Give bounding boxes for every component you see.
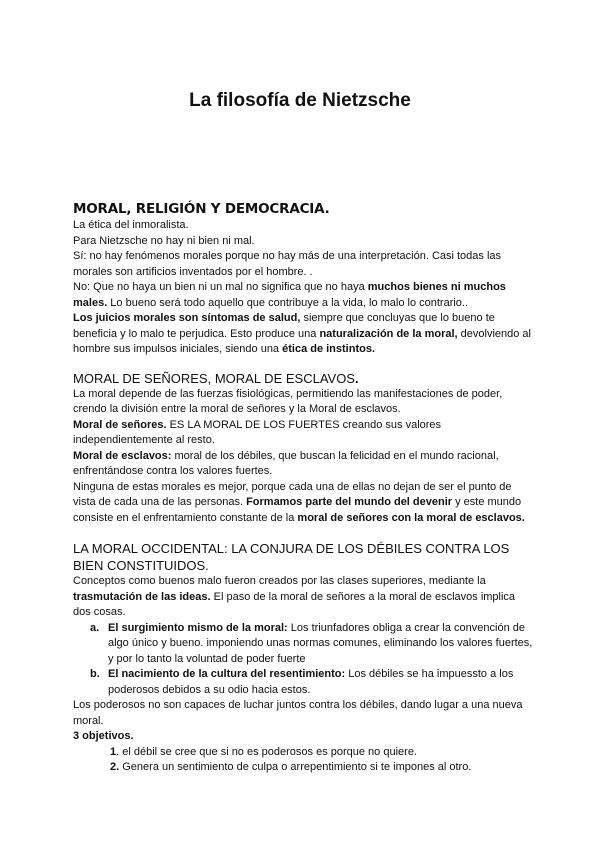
paragraph: [73, 280, 533, 311]
paragraph: [73, 449, 533, 480]
text-span: ES LA MORAL DE LOS FUERTES creando sus valores independientemente al resto.: [73, 418, 442, 446]
paragraph: [73, 574, 533, 621]
spacer: [73, 358, 533, 370]
bold-text: El surgimiento mismo de la moral:: [108, 621, 288, 634]
paragraph: Los poderosos no son capaces de luchar juntos contra los débiles, dando lugar a una nueva moral.: [73, 699, 523, 727]
bold-text: 3 objetivos.: [73, 730, 134, 742]
item-number: 1: [110, 745, 117, 758]
objectives-title: [73, 729, 533, 745]
paragraph: [73, 480, 533, 527]
document-title: La filosofía de Nietzsche: [189, 90, 411, 111]
paragraph: Sí: no hay fenómenos morales porque no hay más de una interpretación. Casi todas las morales son artificios inventados por el hombre. .: [73, 250, 502, 278]
text-span: Lo bueno será todo aquello que contribuye a la vida, lo malo lo contrario..: [107, 296, 469, 309]
item-number: 2.: [110, 761, 120, 773]
text-span: moral de los débiles, que buscan la felicidad en el mundo racional, enfrentándose contra los valores fuertes.: [73, 449, 499, 477]
text-span: Los triunfadores obliga a crear la convención de algo único y bueno. imponiendo unas normas comunes, eliminando los valores fuertes, y por lo tanto la voluntad de poder fuerte: [108, 621, 533, 665]
text-span: Conceptos como buenos malo fueron creados por las clases superiores, mediante la: [73, 575, 486, 587]
list-marker: b.: [90, 668, 100, 680]
text-span: y este mundo consiste en el enfrentamiento constante de la: [73, 496, 522, 524]
paragraph: [73, 418, 533, 449]
section-heading-moral-occidental: LA MORAL OCCIDENTAL: LA CONJURA DE LOS DÉBILES CONTRA LOS BIEN CONSTITUIDOS.: [73, 541, 510, 573]
paragraph: Para Nietzsche no hay ni bien ni mal.: [73, 234, 255, 247]
bold-text: Moral de señores.: [73, 418, 167, 431]
text-span: Ninguna de estas morales es mejor, porque cada una de ellas no dejan de ser el punto de vista de cada una de las personas.: [73, 480, 512, 508]
text-span: siempre que concluyas que lo bueno te beneficia y lo malo te perjudica. Esto produce una: [73, 312, 495, 340]
paragraph: La ética del inmoralista.: [73, 219, 189, 231]
document-body: [73, 200, 533, 776]
bold-text: trasmutación de las ideas.: [73, 590, 211, 603]
bold-text: naturalización de la moral,: [319, 327, 458, 340]
text-span: No: Que no haya un bien ni un mal no significa que no haya: [73, 281, 368, 293]
text-span: devolviendo al hombre sus impulsos iniciales, siendo una: [73, 327, 531, 355]
heading-dot: .: [354, 370, 359, 386]
bold-text: muchos bienes ni muchos males.: [73, 281, 506, 309]
text-span: . el débil se cree que si no es poderosos es porque no quiere.: [116, 745, 417, 758]
list-marker: a.: [90, 621, 100, 634]
section-heading-moral-religion-democracia: MORAL, RELIGIÓN Y DEMOCRACIA.: [73, 201, 330, 217]
bold-text: Formamos parte del mundo del devenir: [246, 496, 453, 508]
spacer: [73, 526, 533, 540]
bold-text: El nacimiento de la cultura del resentimiento:: [108, 668, 346, 680]
numbered-item: [73, 760, 533, 776]
numbered-item: [73, 745, 533, 761]
bold-text: Moral de esclavos:: [73, 449, 172, 462]
text-span: Genera un sentimiento de culpa o arrepentimiento si te impones al otro.: [119, 761, 472, 773]
section-heading-moral-senores: [73, 370, 533, 387]
text-span: Los débiles se ha impuessto a los poderosos debidos a su odio hacia estos.: [108, 668, 514, 696]
list-item: [73, 621, 533, 668]
lettered-list: [73, 621, 533, 699]
bold-text: Los juicios morales son síntomas de salud,: [73, 312, 301, 324]
paragraph: [73, 311, 533, 358]
list-item: [73, 667, 533, 698]
text-span: El paso de la moral de señores a la moral de esclavos implica dos cosas.: [73, 590, 516, 618]
bold-text: ética de instintos.: [282, 343, 376, 355]
heading-text: MORAL DE SEÑORES, MORAL DE ESCLAVOS: [73, 370, 355, 386]
bold-text: moral de señores con la moral de esclavos.: [297, 511, 525, 524]
paragraph: La moral depende de las fuerzas fisiológicas, permitiendo las manifestaciones de poder, crendo la división entre la moral de señores y la Moral de esclavos.: [73, 387, 503, 415]
